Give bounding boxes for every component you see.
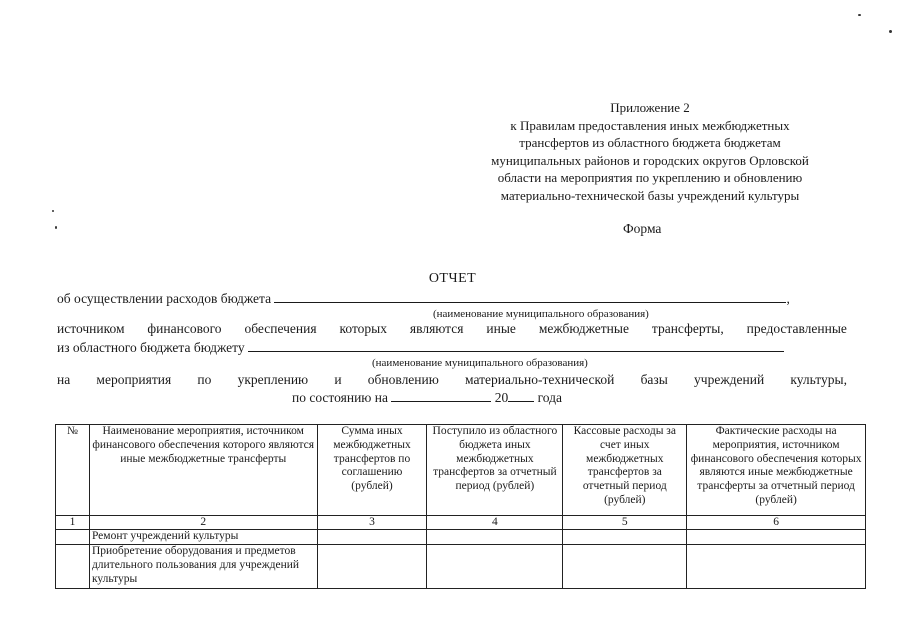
table-cell[interactable] — [687, 530, 866, 545]
appendix-line: области на мероприятия по укреплению и обновлению — [497, 170, 803, 185]
table-header-cell: Поступило из областного бюджета иных межбюджетных трансфертов за отчетный период (рублей) — [427, 425, 563, 516]
column-number: 1 — [56, 516, 90, 530]
line4-word: и — [334, 372, 342, 387]
line1-prefix: об осуществлении расходов бюджета — [57, 291, 272, 306]
report-table — [55, 424, 866, 589]
table-header-cell: Наименование мероприятия, источником финансового обеспечения которого являются иные межбюджетные трансферты — [89, 425, 317, 516]
line4-word: по — [197, 372, 212, 387]
appendix-header — [440, 99, 860, 204]
scan-speck — [889, 30, 892, 33]
table-cell[interactable] — [317, 530, 427, 545]
table-header-cell: Сумма иных межбюджетных трансфертов по соглашению (рублей) — [317, 425, 427, 516]
table-cell[interactable] — [56, 545, 90, 589]
appendix-line: к Правилам предоставления иных межбюджетных — [510, 117, 790, 133]
scan-speck — [858, 14, 861, 16]
table-cell[interactable] — [687, 545, 866, 589]
line2-word: предоставленные — [746, 321, 847, 336]
line2-word: обеспечения — [244, 321, 317, 336]
table-header-cell: Фактические расходы на мероприятия, источником финансового обеспечения которых являются иные межбюджетные трансферты за отчетный период (рублей) — [687, 425, 866, 516]
report-line-3 — [57, 339, 784, 356]
table-row-name: Приобретение оборудования и предметов длительного пользования для учреждений культуры — [89, 545, 317, 589]
table-cell[interactable] — [317, 545, 427, 589]
municipality-name-field-2[interactable] — [248, 339, 784, 352]
line4-word: базы — [640, 372, 668, 387]
line4-word: мероприятия — [96, 372, 172, 387]
hint-municipality-1: (наименование муниципального образования) — [433, 308, 649, 320]
appendix-line: трансфертов из областного бюджета бюджетам — [519, 135, 781, 150]
table-header-row — [56, 425, 866, 516]
table-cell[interactable] — [563, 545, 687, 589]
column-number: 3 — [317, 516, 427, 530]
form-label: Форма — [623, 221, 662, 236]
table-row — [56, 530, 866, 545]
line2-word: являются — [409, 321, 464, 336]
table-row-name: Ремонт учреждений культуры — [89, 530, 317, 545]
line4-word: культуры, — [790, 372, 847, 387]
table-row — [56, 545, 866, 589]
table-header-cell: № — [56, 425, 90, 516]
line4-word: на — [57, 372, 71, 387]
report-line-2 — [57, 321, 847, 337]
date-year-field[interactable] — [508, 389, 534, 402]
table-cell[interactable] — [427, 530, 563, 545]
date-prefix: по состоянию на — [292, 390, 388, 405]
line4-word: учреждений — [694, 372, 765, 387]
line2-word: финансового — [147, 321, 222, 336]
date-century: 20 — [494, 390, 509, 405]
column-number: 6 — [687, 516, 866, 530]
line2-word: источником — [57, 321, 125, 336]
table-cell[interactable] — [563, 530, 687, 545]
report-line-4 — [57, 372, 847, 388]
line2-word: межбюджетные — [538, 321, 629, 336]
line2-word: иные — [486, 321, 516, 336]
table-cell[interactable] — [427, 545, 563, 589]
line2-word: которых — [339, 321, 387, 336]
column-number: 4 — [427, 516, 563, 530]
appendix-line: материально-технической базы учреждений культуры — [500, 187, 800, 203]
column-number: 2 — [89, 516, 317, 530]
appendix-line: Приложение 2 — [610, 100, 690, 115]
date-day-month-field[interactable] — [391, 389, 491, 402]
hint-municipality-2: (наименование муниципального образования) — [372, 357, 588, 369]
line1-suffix: , — [786, 291, 790, 306]
appendix-line: муниципальных районов и городских округов Орловской — [491, 152, 809, 168]
line4-word: укреплению — [237, 372, 309, 387]
table-cell[interactable] — [56, 530, 90, 545]
line4-word: материально-технической — [465, 372, 615, 387]
municipality-name-field-1[interactable] — [274, 290, 786, 303]
line2-word: трансферты, — [651, 321, 724, 336]
table-column-number-row — [56, 516, 866, 530]
line4-word: обновлению — [367, 372, 439, 387]
line3-prefix: из областного бюджета бюджету — [57, 340, 245, 355]
report-date-line — [292, 389, 562, 406]
column-number: 5 — [563, 516, 687, 530]
scan-speck — [55, 226, 57, 229]
report-title: ОТЧЕТ — [428, 271, 477, 286]
date-suffix: года — [537, 390, 563, 405]
table-header-cell: Кассовые расходы за счет иных межбюджетных трансфертов за отчетный период (рублей) — [563, 425, 687, 516]
report-line-1 — [57, 290, 790, 307]
scan-speck — [52, 210, 54, 212]
